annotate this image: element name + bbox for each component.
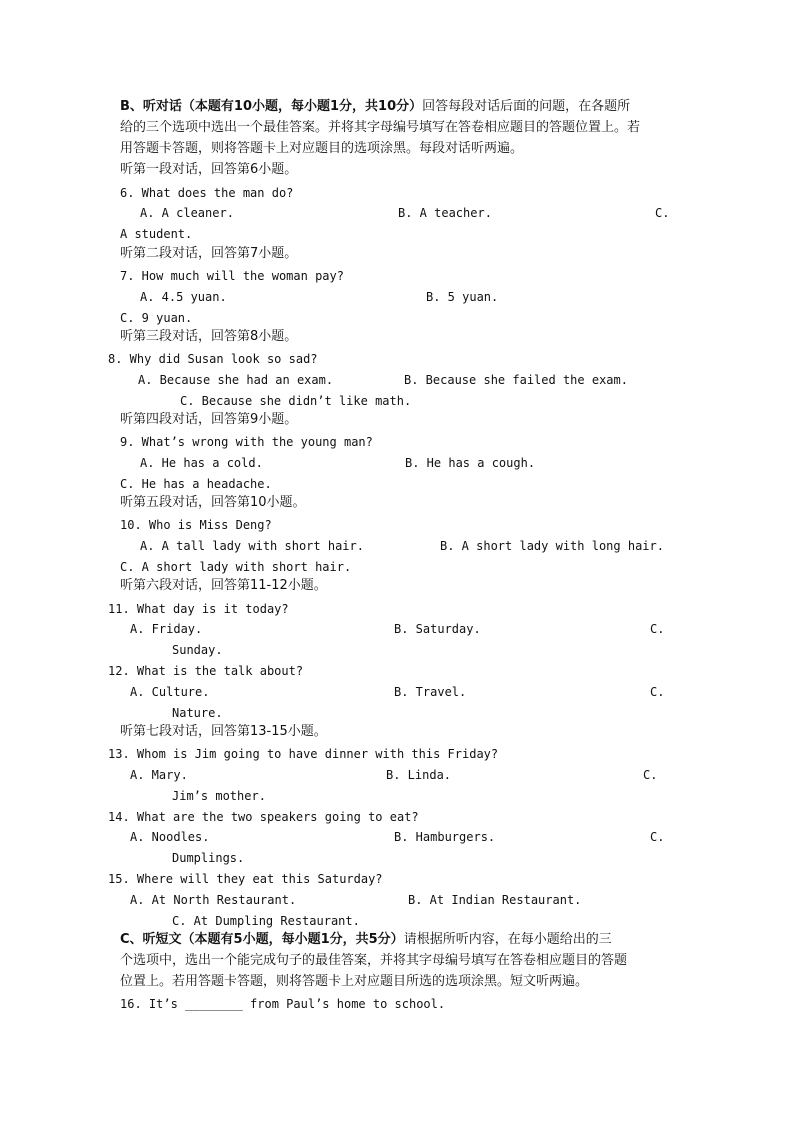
question-8-option-a: A. Because she had an exam.: [138, 373, 334, 387]
question-9-option-b: B. He has a cough.: [405, 456, 536, 470]
dialogue-2-title: 听第二段对话，回答第7小题。: [120, 246, 298, 261]
question-15-option-b: B. At Indian Restaurant.: [408, 893, 582, 907]
question-7-option-a: A. 4.5 yuan.: [140, 290, 227, 304]
section-b-intro-1: 回答每段对话后面的问题，在各题所: [422, 99, 631, 114]
question-15-stem: 15. Where will they eat this Saturday?: [108, 872, 383, 886]
question-11-stem: 11. What day is it today?: [108, 602, 289, 616]
question-11-option-c-text: Sunday.: [172, 643, 223, 657]
question-13-option-a: A. Mary.: [130, 768, 188, 782]
dialogue-3-title: 听第三段对话，回答第8小题。: [120, 329, 298, 344]
question-13-stem: 13. Whom is Jim going to have dinner with this Friday?: [108, 747, 499, 761]
question-16-stem: 16. It’s ________ from Paul’s home to school.: [120, 997, 446, 1011]
question-9-stem: 9. What’s wrong with the young man?: [120, 435, 373, 449]
question-6-option-b: B. A teacher.: [398, 206, 492, 220]
dialogue-6-title: 听第六段对话，回答第11-12小题。: [120, 578, 327, 593]
section-c-header: [120, 931, 612, 949]
dialogue-5-title: 听第五段对话，回答第10小题。: [120, 495, 306, 510]
question-14-option-c-letter: C.: [650, 830, 665, 844]
question-14-option-c-text: Dumplings.: [172, 851, 245, 865]
dialogue-4-title: 听第四段对话，回答第9小题。: [120, 412, 298, 427]
question-12-option-c-text: Nature.: [172, 706, 223, 720]
question-7-stem: 7. How much will the woman pay?: [120, 269, 344, 283]
section-c-intro-3: 位置上。若用答题卡答题，则将答题卡上对应题目所选的选项涂黑。短文听两遍。: [120, 974, 589, 989]
question-7-option-b: B. 5 yuan.: [426, 290, 499, 304]
question-6-stem: 6. What does the man do?: [120, 186, 294, 200]
section-b-header: [120, 98, 630, 116]
question-15-option-c: C. At Dumpling Restaurant.: [172, 914, 360, 928]
question-14-option-b: B. Hamburgers.: [394, 830, 496, 844]
question-9-option-a: A. He has a cold.: [140, 456, 263, 470]
question-6-option-c-letter: C.: [655, 206, 670, 220]
question-6-option-a: A. A cleaner.: [140, 206, 234, 220]
question-14-option-a: A. Noodles.: [130, 830, 210, 844]
question-8-option-b: B. Because she failed the exam.: [404, 373, 628, 387]
question-10-option-b: B. A short lady with long hair.: [440, 539, 664, 553]
question-10-option-c: C. A short lady with short hair.: [120, 560, 352, 574]
question-11-option-a: A. Friday.: [130, 622, 203, 636]
question-12-stem: 12. What is the talk about?: [108, 664, 304, 678]
question-12-option-a: A. Culture.: [130, 685, 210, 699]
question-8-option-c: C. Because she didn’t like math.: [180, 394, 412, 408]
question-13-option-b: B. Linda.: [386, 768, 452, 782]
section-c-title: C、听短文（本题有5小题，每小题1分，共5分）: [120, 932, 404, 947]
section-b-intro-3: 用答题卡答题，则将答题卡上对应题目的选项涂黑。每段对话听两遍。: [120, 141, 524, 156]
question-8-stem: 8. Why did Susan look so sad?: [108, 352, 318, 366]
question-14-stem: 14. What are the two speakers going to eat?: [108, 810, 419, 824]
question-13-option-c-text: Jim’s mother.: [172, 789, 266, 803]
question-11-option-b: B. Saturday.: [394, 622, 481, 636]
question-11-option-c-letter: C.: [650, 622, 665, 636]
question-15-option-a: A. At North Restaurant.: [130, 893, 297, 907]
dialogue-1-title: 听第一段对话，回答第6小题。: [120, 162, 298, 177]
question-7-option-c: C. 9 yuan.: [120, 311, 193, 325]
section-b-intro-2: 给的三个选项中选出一个最佳答案。并将其字母编号填写在答卷相应题目的答题位置上。若: [120, 120, 641, 135]
section-c-intro-2: 个选项中，选出一个能完成句子的最佳答案，并将其字母编号填写在答卷相应题目的答题: [120, 953, 628, 968]
question-12-option-b: B. Travel.: [394, 685, 467, 699]
dialogue-7-title: 听第七段对话，回答第13-15小题。: [120, 724, 327, 739]
question-9-option-c: C. He has a headache.: [120, 477, 272, 491]
question-6-option-c-text: A student.: [120, 227, 193, 241]
question-12-option-c-letter: C.: [650, 685, 665, 699]
section-c-intro-1: 请根据所听内容，在每小题给出的三: [403, 932, 612, 947]
question-13-option-c-letter: C.: [643, 768, 658, 782]
section-b-title: B、听对话（本题有10小题，每小题1分，共10分）: [120, 99, 423, 114]
question-10-stem: 10. Who is Miss Deng?: [120, 518, 272, 532]
question-10-option-a: A. A tall lady with short hair.: [140, 539, 364, 553]
